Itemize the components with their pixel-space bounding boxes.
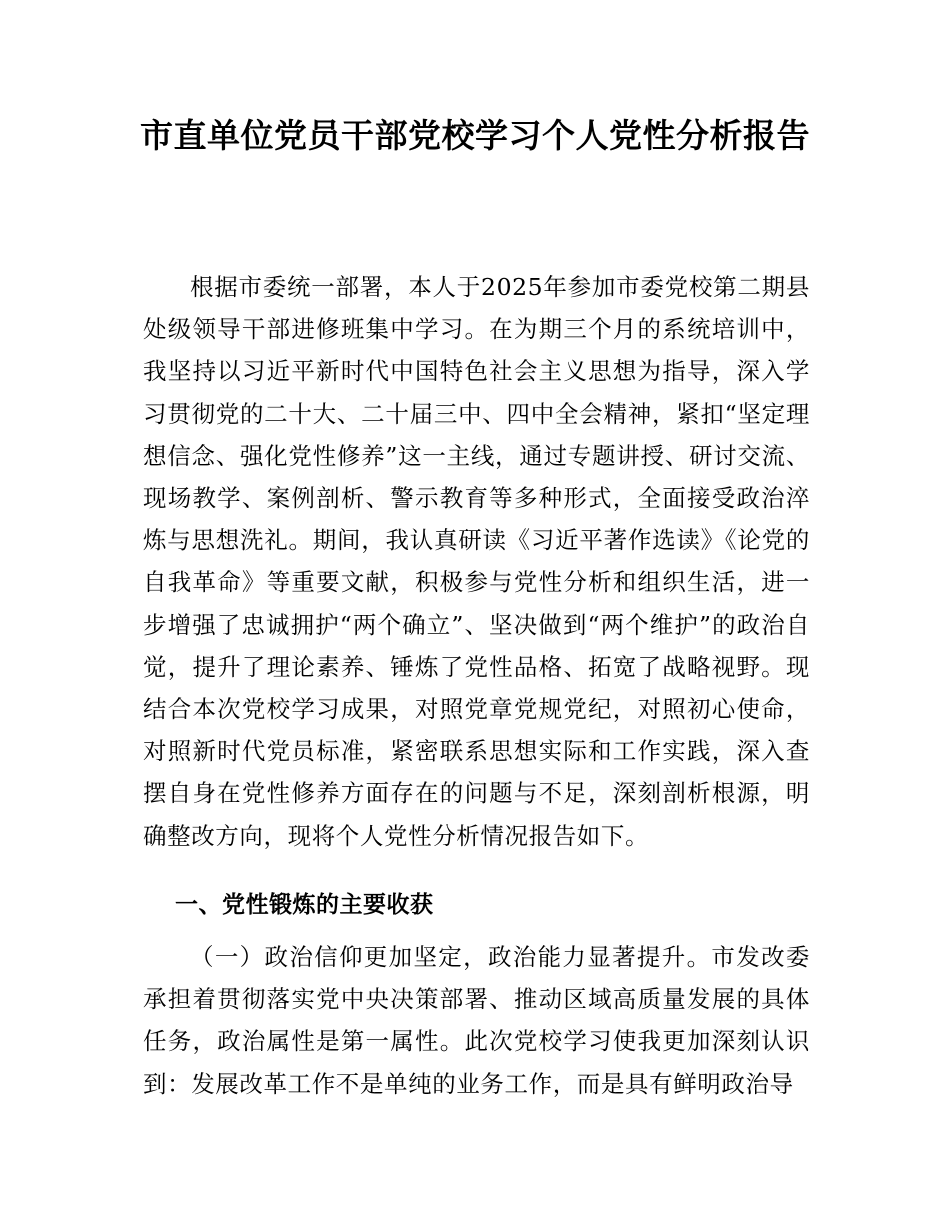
document-title: 市直单位党员干部党校学习个人党性分析报告 [140, 116, 810, 155]
subsection-paragraph: （一）政治信仰更加坚定，政治能力显著提升。市发改委承担着贯彻落实党中央决策部署、推动区域高质量发展的具体任务，政治属性是第一属性。此次党校学习使我更加深刻认识到：发展改革工作不是单纯的业务工作，而是具有鲜明政治导 [143, 943, 810, 1098]
section-heading: 一、党性锻炼的主要收获 [175, 892, 434, 918]
intro-paragraph: 根据市委统一部署，本人于2025年参加市委党校第二期县处级领导干部进修班集中学习。在为期三个月的系统培训中，我坚持以习近平新时代中国特色社会主义思想为指导，深入学习贯彻党的二十大、二十届三中、四中全会精神，紧扣“坚定理想信念、强化党性修养”这一主线，通过专题讲授、研讨交流、现场教学、案例剖析、警示教育等多种形式，全面接受政治淬炼与思想洗礼。期间，我认真研读《习近平著作选读》《论党的自我革命》等重要文献，积极参与党性分析和组织生活，进一步增强了忠诚拥护“两个确立”、坚决做到“两个维护”的政治自觉，提升了理论素养、锤炼了党性品格、拓宽了战略视野。现结合本次党校学习成果，对照党章党规党纪，对照初心使命，对照新时代党员标准，紧密联系思想实际和工作实践，深入查摆自身在党性修养方面存在的问题与不足，深刻剖析根源，明确整改方向，现将个人党性分析情况报告如下。 [143, 273, 810, 850]
